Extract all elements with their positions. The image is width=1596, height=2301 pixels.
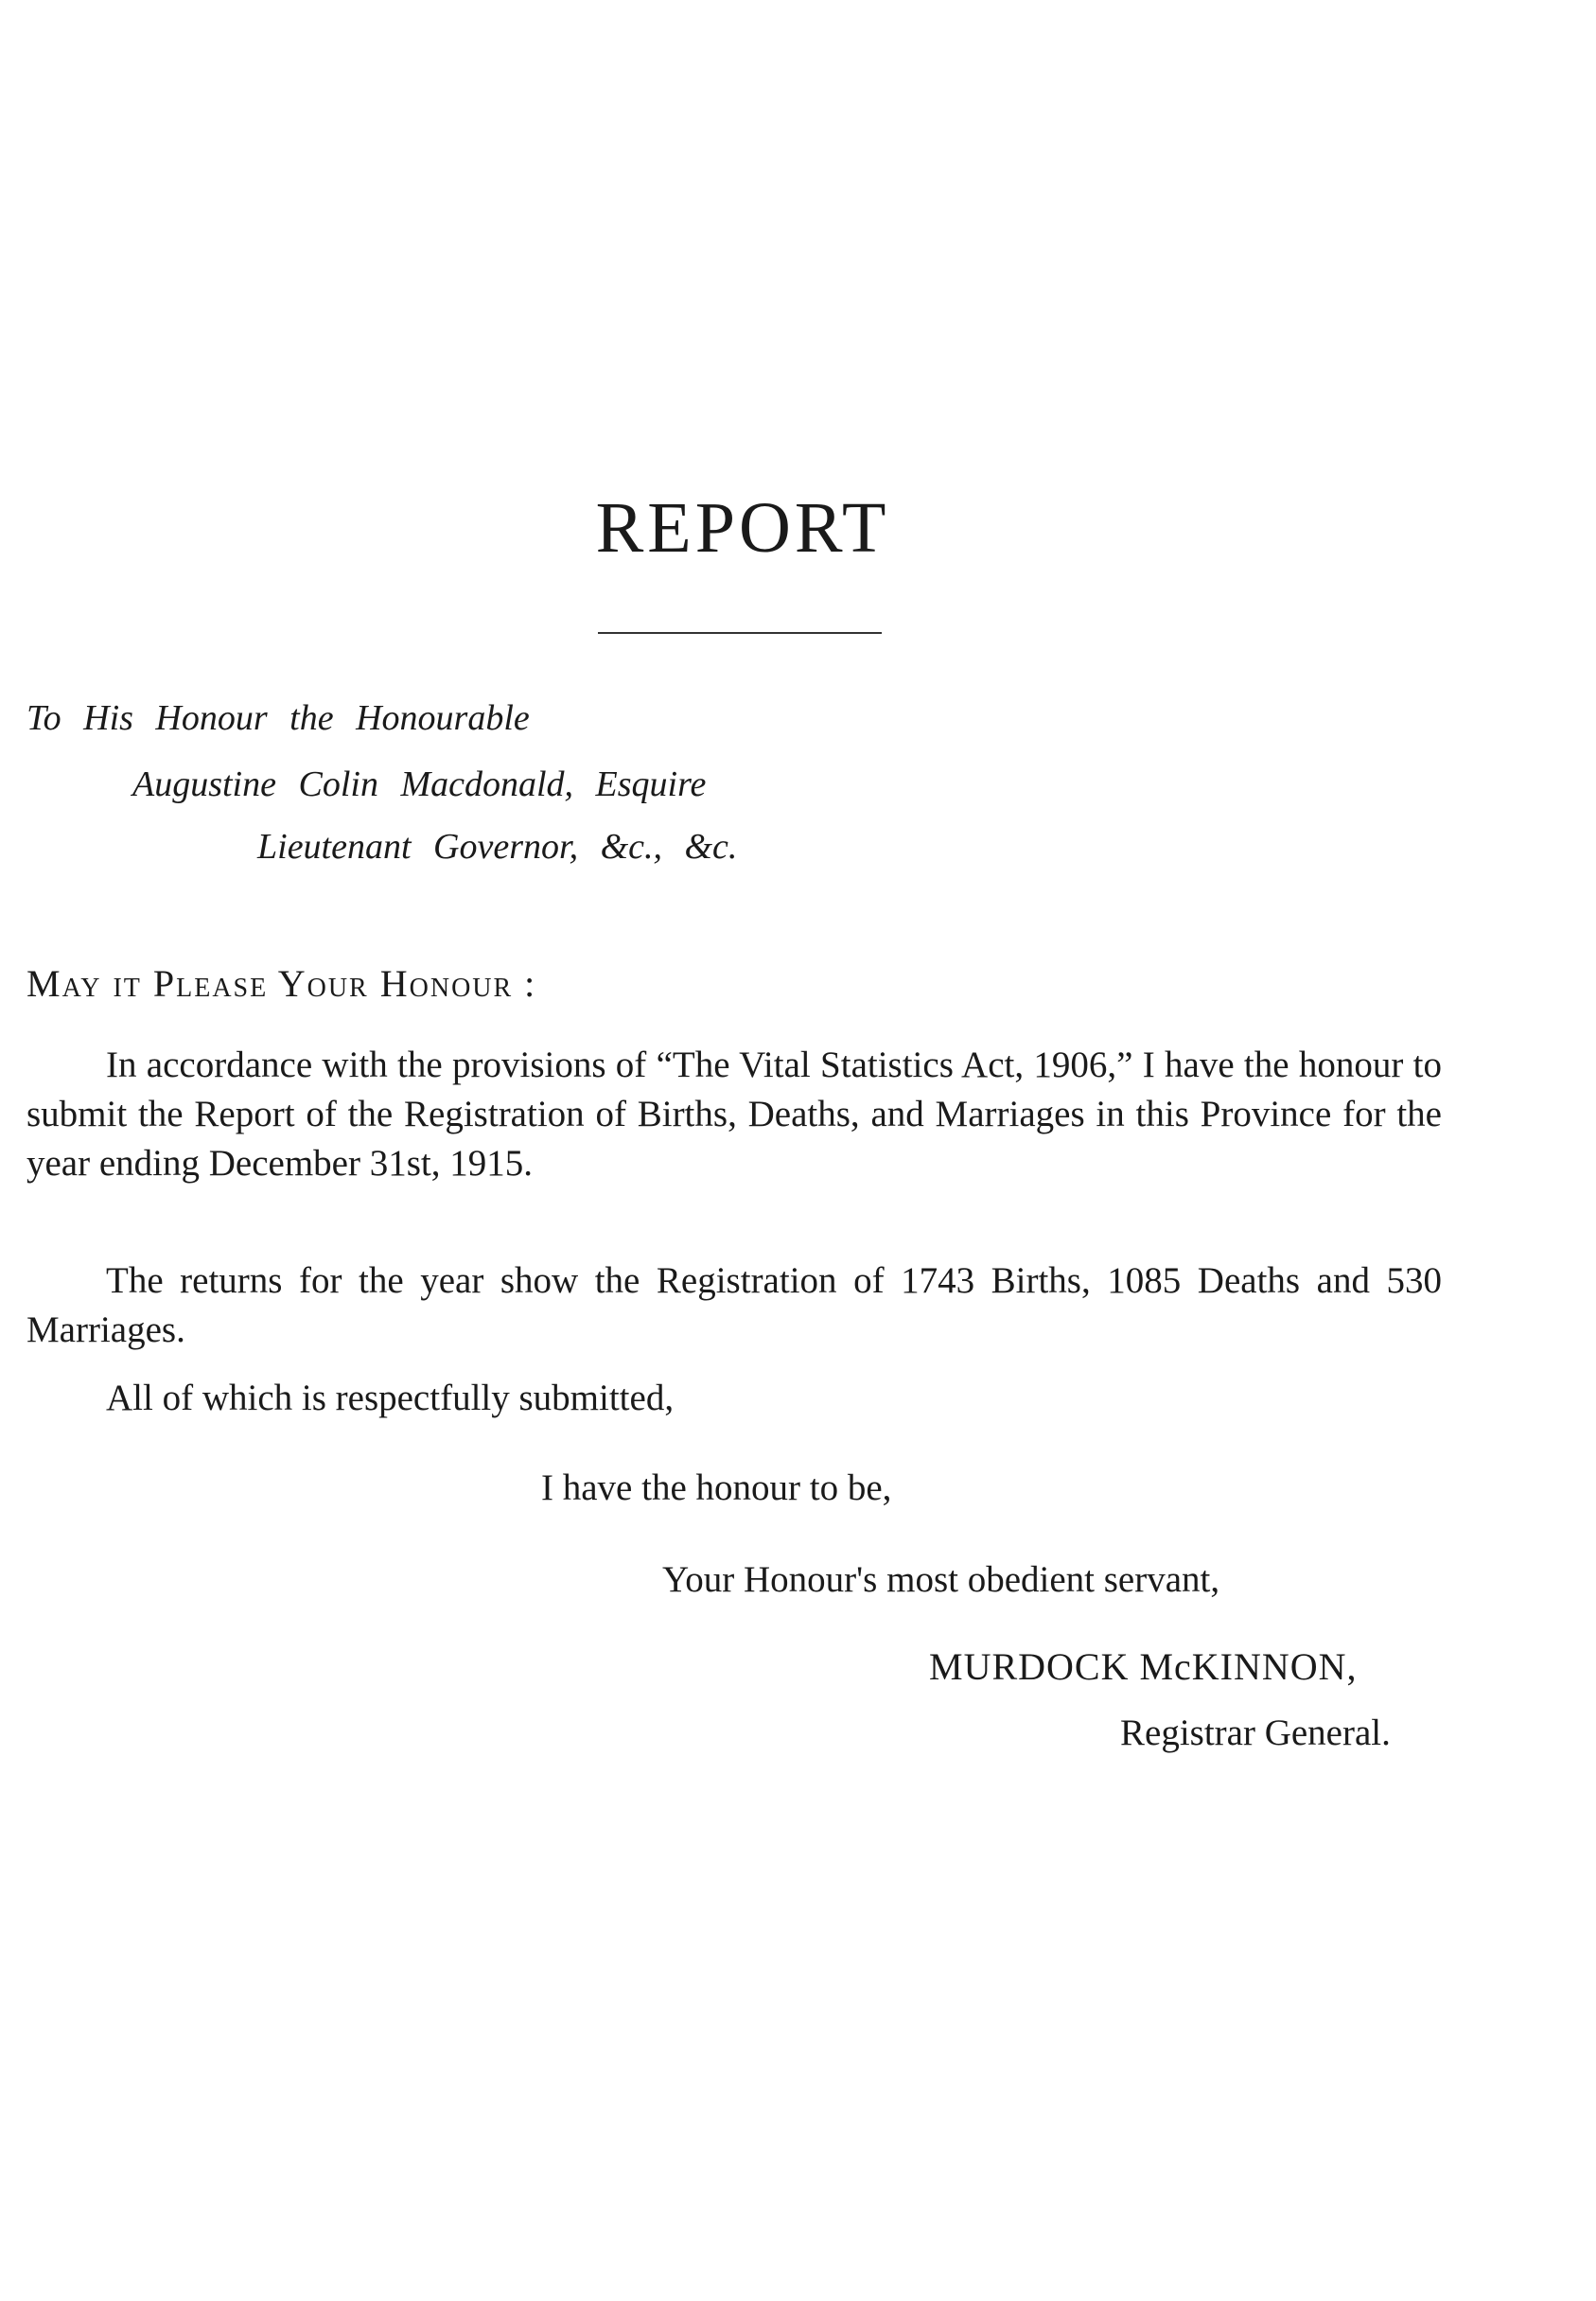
title-divider [598,632,882,634]
salutation: May it Please Your Honour : [26,962,537,1005]
paragraph-submitted: All of which is respectfully submitted, [106,1378,675,1418]
closing-line-2: Your Honour's most obedient servant, [662,1559,1220,1600]
paragraph-submission: In accordance with the provisions of “The Vital Statistics Act, 1906,” I have the honour to submit the Report of the Registration of Births, Deaths, and Marriages in this Province for the year ending December 31st, 1915. [26,1045,1442,1184]
report-title: REPORT [595,488,890,568]
address-line-1: To His Honour the Honourable [26,698,530,738]
signature-title: Registrar General. [1120,1713,1391,1753]
signature-name: MURDOCK McKINNON, [929,1645,1358,1688]
paragraph-returns: The returns for the year show the Registration of 1743 Births, 1085 Deaths and 530 Marriages. [26,1260,1442,1350]
address-line-2: Augustine Colin Macdonald, Esquire [132,764,707,804]
closing-line-1: I have the honour to be, [541,1467,892,1508]
address-line-3: Lieutenant Governor, &c., &c. [257,827,738,867]
